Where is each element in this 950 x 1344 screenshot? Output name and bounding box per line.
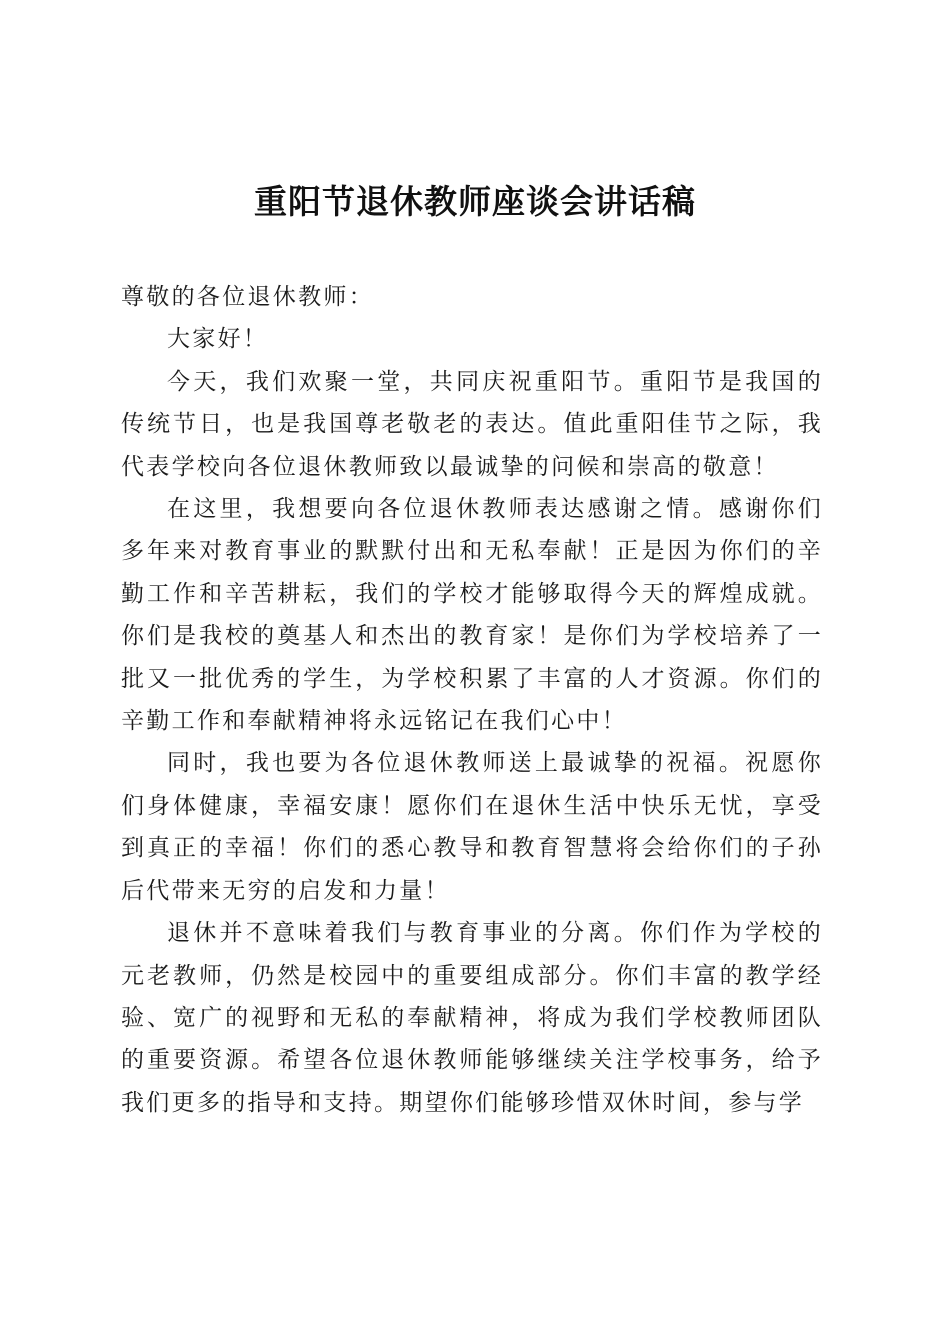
salutation: 尊敬的各位退休教师：: [121, 284, 374, 310]
paragraph-blessing: 同时，我也要为各位退休教师送上最诚挚的祝福。祝愿你们身体健康，幸福安康！愿你们在退休生活中快乐无忧，享受到真正的幸福！你们的悉心教导和教育智慧将会给你们的子孙后代带来无穷的启发和力量！: [121, 750, 823, 904]
paragraph-continued-involvement: 退休并不意味着我们与教育事业的分离。你们作为学校的元老教师，仍然是校园中的重要组成部分。你们丰富的教学经验、宽广的视野和无私的奉献精神，将成为我们学校教师团队的重要资源。希望各位退休教师能够继续关注学校事务，给予我们更多的指导和支持。期望你们能够珍惜双休时间，参与学: [121, 920, 823, 1116]
paragraph-gratitude: 在这里，我想要向各位退休教师表达感谢之情。感谢你们多年来对教育事业的默默付出和无私奉献！正是因为你们的辛勤工作和辛苦耕耘，我们的学校才能够取得今天的辉煌成就。你们是我校的奠基人和杰出的教育家！是你们为学校培养了一批又一批优秀的学生，为学校积累了丰富的人才资源。你们的辛勤工作和奉献精神将永远铭记在我们心中！: [121, 496, 823, 735]
document-title: 重阳节退休教师座谈会讲话稿: [254, 182, 696, 221]
document-body: [121, 276, 823, 1124]
paragraph-celebration: 今天，我们欢聚一堂，共同庆祝重阳节。重阳节是我国的传统节日，也是我国尊老敬老的表达。值此重阳佳节之际，我代表学校向各位退休教师致以最诚挚的问候和崇高的敬意！: [121, 368, 823, 480]
paragraph-greeting: 大家好！: [167, 326, 269, 353]
